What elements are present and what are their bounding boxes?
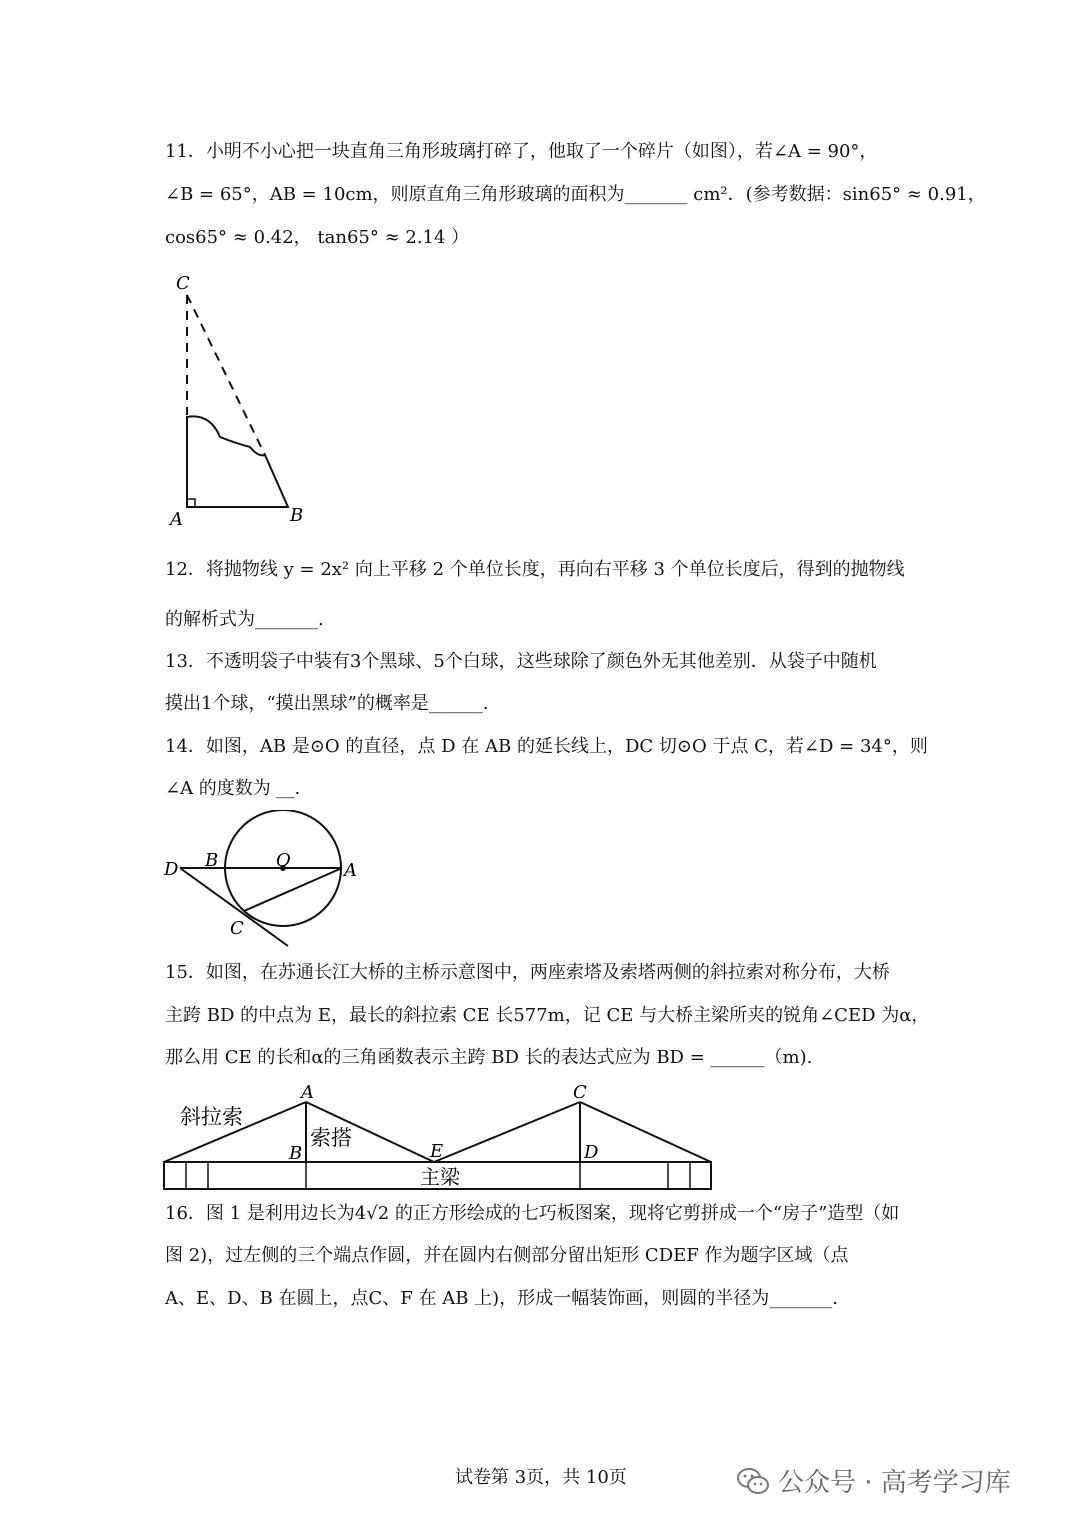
q15-label-e: E (430, 1141, 444, 1162)
q11-line-2: ∠B = 65°，AB = 10cm，则原直角三角形玻璃的面积为_______ cm²．(参考数据：sin65° ≈ 0.91， (165, 184, 986, 205)
q15-label-cable: 斜拉索 (180, 1105, 243, 1129)
q16-line-3: A、E、D、B 在圆上，点C、F 在 AB 上)，形成一幅装饰画，则圆的半径为_______. (165, 1288, 838, 1309)
q14-label-a: A (344, 860, 357, 881)
q15-line-2: 主跨 BD 的中点为 E，最长的斜拉索 CE 长577m，记 CE 与大桥主梁所夹的锐角∠CED 为α， (165, 1005, 930, 1026)
q13-line-1: 13．不透明袋子中装有3个黑球、5个白球，这些球除了颜色外无其他差别．从袋子中随机 (165, 651, 877, 672)
q14-label-o: O (276, 850, 291, 871)
q11-label-a: A (170, 509, 183, 530)
q13-line-2: 摸出1个球，“摸出黑球”的概率是______. (165, 693, 489, 714)
q15-line-3: 那么用 CE 的长和α的三角函数表示主跨 BD 长的表达式应为 BD = ______（m). (165, 1047, 813, 1068)
watermark-text: 公众号 · 高考学习库 (778, 1468, 1011, 1498)
q15-line-1: 15．如图，在苏通长江大桥的主桥示意图中，两座索塔及索塔两侧的斜拉索对称分布，大桥 (165, 962, 890, 983)
q11-figure (160, 265, 320, 535)
q11-line-3: cos65° ≈ 0.42， tan65° ≈ 2.14 ） (165, 227, 470, 248)
q16-line-2: 图 2)，过左侧的三个端点作圆，并在圆内右侧部分留出矩形 CDEF 作为题字区域（点 (165, 1245, 849, 1266)
page-footer: 试卷第 3页，共 10页 (455, 1467, 627, 1488)
q15-label-d: D (584, 1142, 599, 1163)
q14-line-1: 14．如图，AB 是⊙O 的直径，点 D 在 AB 的延长线上，DC 切⊙O 于点 C，若∠D = 34°，则 (165, 736, 928, 757)
q15-label-tower: 索搭 (310, 1126, 352, 1150)
q15-bridge-figure (160, 1078, 720, 1196)
q16-line-1: 16．图 1 是利用边长为4√2 的正方形绘成的七巧板图案，现将它剪拼成一个“房子”造型（如 (165, 1203, 900, 1224)
q15-label-a: A (301, 1082, 314, 1103)
q12-line-2: 的解析式为_______. (165, 609, 324, 630)
q11-line-1: 11．小明不小心把一块直角三角形玻璃打碎了，他取了一个碎片（如图），若∠A = 90°， (165, 141, 878, 162)
q14-label-b: B (205, 850, 219, 871)
q14-line-2: ∠A 的度数为 __. (165, 778, 301, 799)
q14-label-d: D (164, 859, 179, 880)
q14-label-c: C (230, 918, 244, 939)
q11-label-b: B (290, 505, 304, 526)
q11-label-c: C (176, 273, 190, 294)
watermark (736, 1462, 1011, 1499)
q12-line-1: 12．将抛物线 y = 2x² 向上平移 2 个单位长度，再向右平移 3 个单位长度后，得到的抛物线 (165, 559, 905, 580)
wechat-icon (736, 1466, 770, 1496)
q15-label-c: C (573, 1082, 587, 1103)
q14-figure (160, 810, 370, 950)
q15-label-b: B (289, 1143, 303, 1164)
q15-label-beam: 主梁 (420, 1165, 460, 1189)
